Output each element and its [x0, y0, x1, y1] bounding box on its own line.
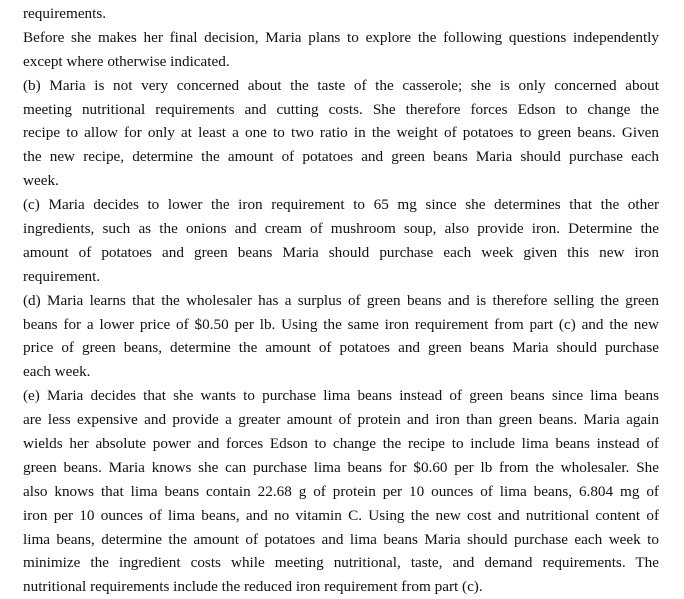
text-line: requirements.: [23, 5, 107, 22]
text-line: amount of potatoes and green beans Maria should purchase each week given this new iron: [23, 243, 659, 261]
text-line: each week.: [23, 363, 91, 381]
text-line: nutritional requirements include the reduced iron requirement from part (c).: [23, 578, 483, 596]
text-line: (e) Maria decides that she wants to purchase lima beans instead of green beans since lima beans: [23, 387, 659, 405]
text-line: (d) Maria learns that the wholesaler has a surplus of green beans and is therefore selling the green: [23, 291, 659, 309]
paragraph-part-e: [23, 384, 659, 599]
paragraph-part-d: [23, 289, 659, 385]
text-line: price of green beans, determine the amount of potatoes and green beans Maria should purchase: [23, 339, 659, 357]
text-line: recipe to allow for only at least a one to two ratio in the weight of potatoes to green beans. Given: [23, 124, 659, 142]
text-line: except where otherwise indicated.: [23, 52, 230, 70]
paragraph-intro: [23, 26, 659, 74]
text-line: green beans. Maria knows she can purchase lima beans for $0.60 per lb from the wholesaler. She: [23, 458, 659, 476]
text-line: lima beans, determine the amount of potatoes and lima beans Maria should purchase each week to: [23, 530, 659, 548]
text-line: (c) Maria decides to lower the iron requirement to 65 mg since she determines that the other: [23, 196, 659, 214]
text-line: requirement.: [23, 267, 101, 285]
paragraph-part-c: [23, 193, 659, 289]
text-line: Before she makes her final decision, Maria plans to explore the following questions independently: [23, 28, 659, 46]
paragraph-part-b: [23, 74, 659, 193]
text-line: minimize the ingredient costs while meeting nutritional, taste, and demand requirements. The: [23, 554, 659, 572]
text-line: the new recipe, determine the amount of potatoes and green beans Maria should purchase each: [23, 148, 659, 166]
text-line: (b) Maria is not very concerned about the taste of the casserole; she is only concerned about: [23, 76, 659, 94]
document-body: [23, 2, 659, 599]
text-line: are less expensive and provide a greater amount of protein and iron than green beans. Maria again: [23, 411, 659, 429]
text-line: wields her absolute power and forces Edson to change the recipe to include lima beans instead of: [23, 435, 659, 453]
text-line: iron per 10 ounces of lima beans, and no vitamin C. Using the new cost and nutritional content of: [23, 506, 659, 524]
text-line: ingredients, such as the onions and cream of mushroom soup, also provide iron. Determine the: [23, 220, 659, 238]
text-line: also knows that lima beans contain 22.68 g of protein per 10 ounces of lima beans, 6.804 mg of: [23, 482, 659, 500]
paragraph-carryover: [23, 2, 659, 26]
text-line: beans for a lower price of $0.50 per lb. Using the same iron requirement from part (c) and the new: [23, 315, 659, 333]
text-line: week.: [23, 172, 59, 190]
text-line: meeting nutritional requirements and cutting costs. She therefore forces Edson to change the: [23, 100, 659, 118]
